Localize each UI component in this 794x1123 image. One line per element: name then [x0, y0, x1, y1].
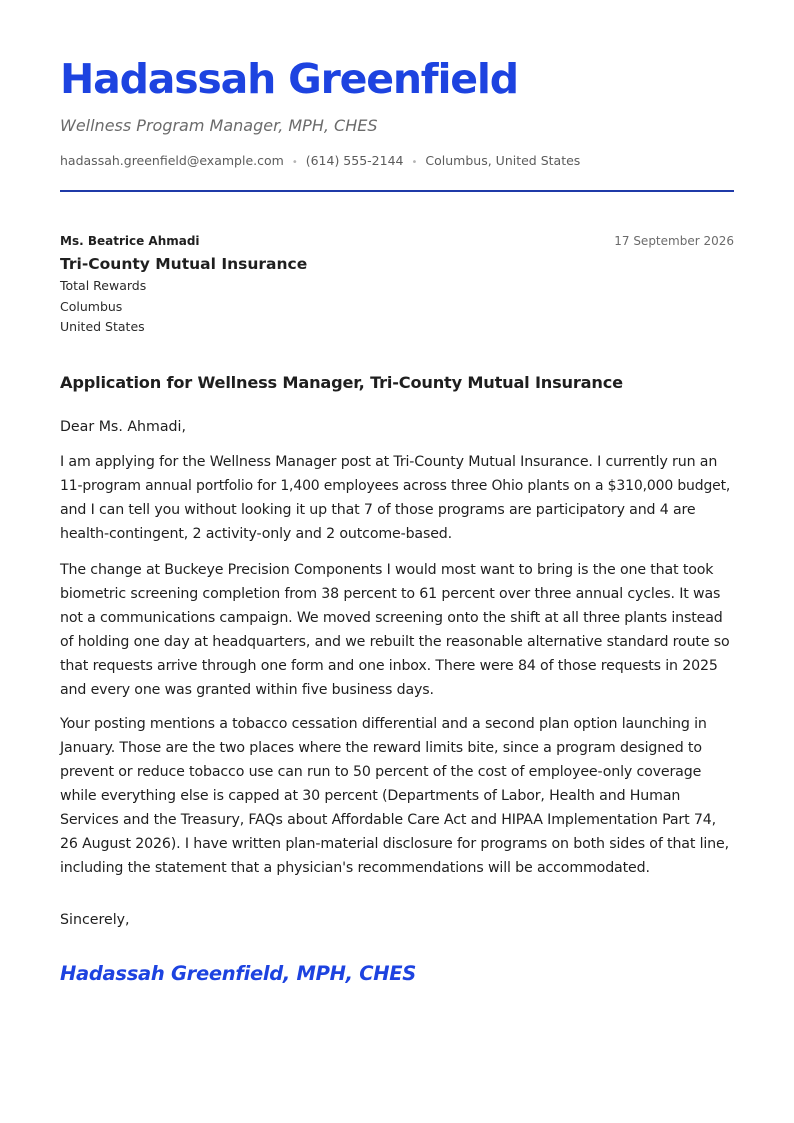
recipient-company: Tri-County Mutual Insurance [60, 255, 308, 273]
paragraph-line: of holding one day at headquarters, and we rebuilt the reasonable alternative standard route so [60, 634, 730, 650]
recipient-address-line: United States [60, 319, 145, 334]
paragraph-line: that requests arrive through one form and one inbox. There were 84 of those requests in 2025 [60, 658, 718, 674]
paragraph-line: 11-program annual portfolio for 1,400 employees across three Ohio plants on a $310,000 budget, [60, 478, 731, 494]
letter-date: 17 September 2026 [614, 234, 734, 248]
paragraph-line: and every one was granted within five business days. [60, 682, 434, 698]
paragraph-line: and I can tell you without looking it up that 7 of those programs are participatory and 4 are [60, 502, 696, 518]
contact-phone[interactable]: (614) 555-2144 [305, 153, 404, 168]
signature: Hadassah Greenfield, MPH, CHES [60, 962, 417, 985]
paragraph-line: health-contingent, 2 activity-only and 2 outcome-based. [60, 526, 452, 542]
paragraph-line: The change at Buckeye Precision Components I would most want to bring is the one that took [60, 562, 714, 578]
contact-email[interactable]: hadassah.greenfield@example.com [60, 153, 284, 168]
header-divider [60, 190, 734, 192]
separator-dot: • [291, 157, 298, 168]
recipient-address-line: Columbus [60, 299, 123, 314]
paragraph-line: biometric screening completion from 38 percent to 61 percent over three annual cycles. It was [60, 586, 721, 602]
contact-line [60, 152, 580, 172]
applicant-title: Wellness Program Manager, MPH, CHES [60, 116, 378, 135]
closing: Sincerely, [60, 912, 130, 928]
letter-subject: Application for Wellness Manager, Tri-County Mutual Insurance [60, 373, 623, 392]
applicant-name: Hadassah Greenfield [60, 55, 518, 103]
paragraph-line: 26 August 2026). I have written plan-material disclosure for programs on both sides of that line, [60, 836, 729, 852]
paragraph-line: I am applying for the Wellness Manager post at Tri-County Mutual Insurance. I currently run an [60, 454, 718, 470]
separator-dot: • [411, 157, 418, 168]
contact-location: Columbus, United States [425, 153, 581, 168]
recipient-name: Ms. Beatrice Ahmadi [60, 234, 200, 248]
paragraph-line: prevent or reduce tobacco use can run to 50 percent of the cost of employee-only coverage [60, 764, 702, 780]
paragraph-line: including the statement that a physician's recommendations will be accommodated. [60, 860, 650, 876]
paragraph-line: Your posting mentions a tobacco cessation differential and a second plan option launching in [60, 716, 707, 732]
paragraph-line: Services and the Treasury, FAQs about Affordable Care Act and HIPAA Implementation Part 74, [60, 812, 716, 828]
recipient-address-line: Total Rewards [60, 278, 147, 293]
paragraph-line: January. Those are the two places where the reward limits bite, since a program designed to [60, 740, 702, 756]
paragraph-line: while everything else is capped at 30 percent (Departments of Labor, Health and Human [60, 788, 681, 804]
salutation: Dear Ms. Ahmadi, [60, 419, 187, 435]
paragraph-line: not a communications campaign. We moved screening onto the shift at all three plants instead [60, 610, 723, 626]
